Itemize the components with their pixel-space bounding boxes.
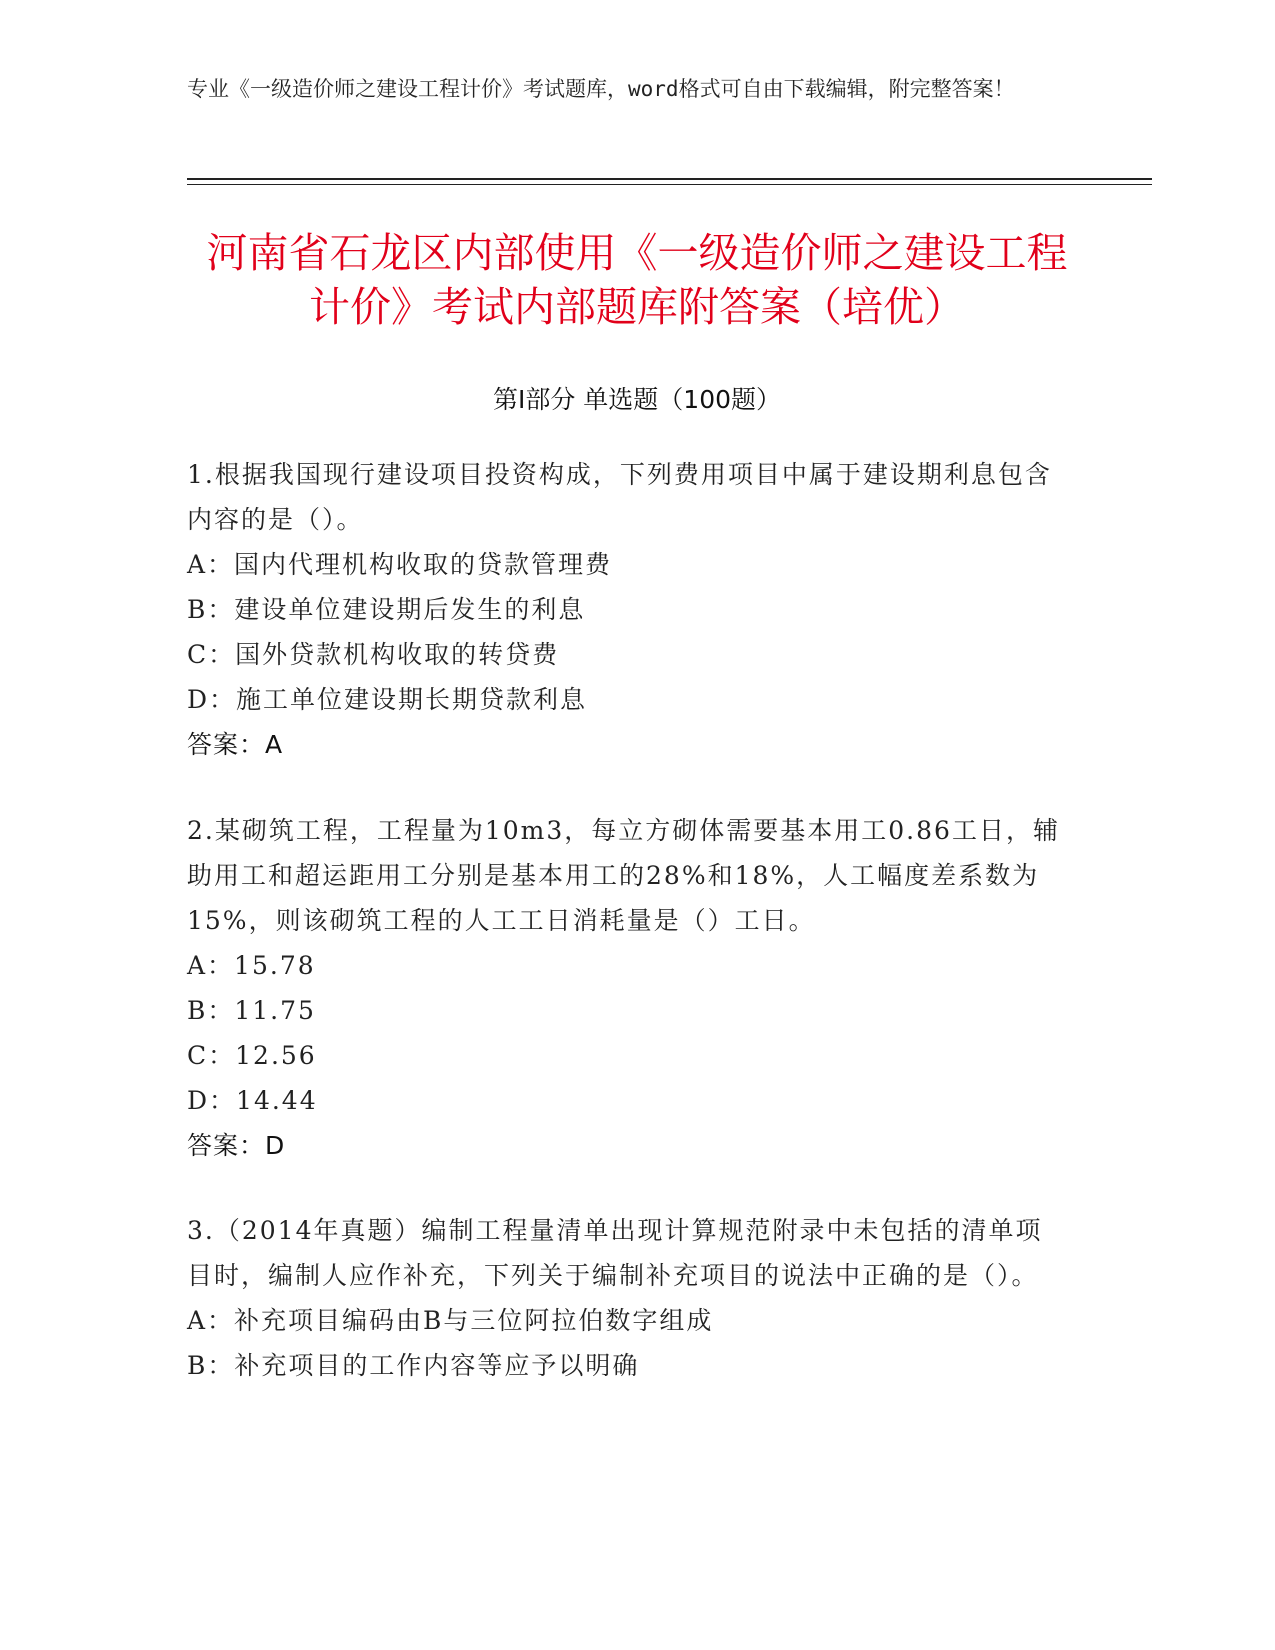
option-b: B：建设单位建设期后发生的利息 <box>187 595 586 624</box>
question-2 <box>187 808 1067 1168</box>
question-3 <box>187 1208 1067 1388</box>
option-c: C：12.56 <box>187 1041 317 1070</box>
question-1 <box>187 452 1067 767</box>
document-title: 河南省石龙区内部使用《一级造价师之建设工程计价》考试内部题库附答案（培优） <box>206 229 1068 331</box>
section-heading: 第Ⅰ部分 单选题（100题） <box>492 385 782 414</box>
option-a: A：15.78 <box>187 951 316 980</box>
option-d: D：14.44 <box>187 1086 318 1115</box>
option-c: C：国外贷款机构收取的转贷费 <box>187 640 560 669</box>
question-stem: 1.根据我国现行建设项目投资构成，下列费用项目中属于建设期利息包含内容的是（）。 <box>187 460 1052 534</box>
header-note: 专业《一级造价师之建设工程计价》考试题库，word格式可自由下载编辑，附完整答案！ <box>187 77 1015 101</box>
header-rule-thick <box>187 178 1152 180</box>
option-a: A：补充项目编码由B与三位阿拉伯数字组成 <box>187 1306 714 1335</box>
option-b: B：11.75 <box>187 996 316 1025</box>
option-d: D：施工单位建设期长期贷款利息 <box>187 685 588 714</box>
answer: 答案：A <box>187 730 284 759</box>
header-rule-thin <box>187 184 1152 185</box>
answer: 答案：D <box>187 1131 286 1160</box>
question-stem: 3.（2014年真题）编制工程量清单出现计算规范附录中未包括的清单项目时，编制人应作补充，下列关于编制补充项目的说法中正确的是（）。 <box>187 1216 1043 1290</box>
option-b: B：补充项目的工作内容等应予以明确 <box>187 1351 640 1380</box>
question-stem: 2.某砌筑工程，工程量为10m3，每立方砌体需要基本用工0.86工日，辅助用工和超运距用工分别是基本用工的28%和18%，人工幅度差系数为15%，则该砌筑工程的人工工日消耗量是（）工日。 <box>187 816 1060 935</box>
option-a: A：国内代理机构收取的贷款管理费 <box>187 550 613 579</box>
